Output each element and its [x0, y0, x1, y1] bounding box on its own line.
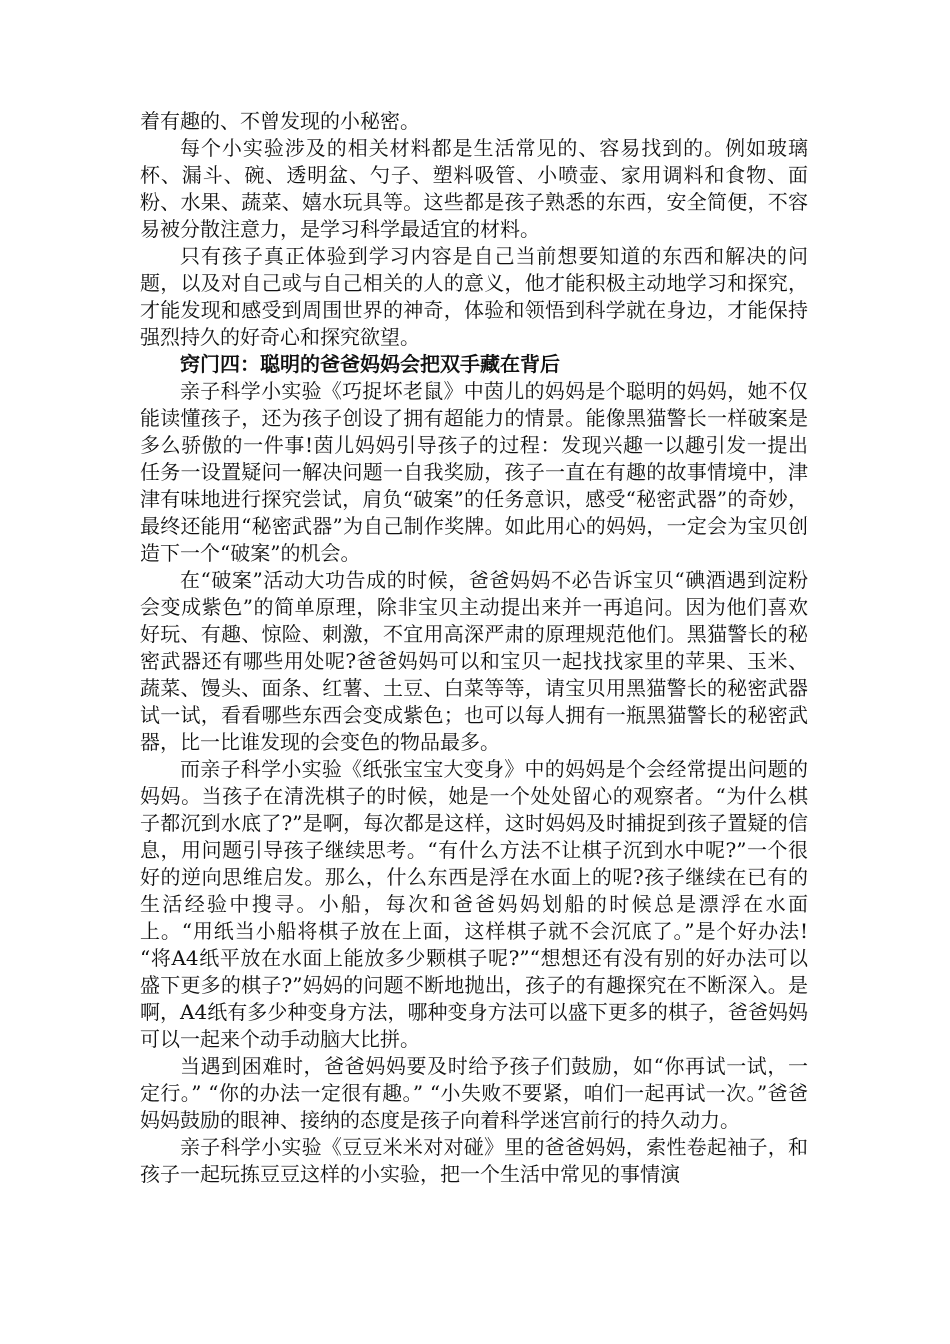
paragraph-materials: 每个小实验涉及的相关材料都是生活常见的、容易找到的。例如玻璃杯、漏斗、碗、透明盆、勺子、塑料吸管、小喷壶、家用调料和食物、面粉、水果、蔬菜、嬉水玩具等。这些都是孩子熟悉的东西，安全简便，不容易被分散注意力，是学习科学最适宜的材料。 [140, 136, 808, 241]
paragraph-catch-mouse: 亲子科学小实验《巧捉坏老鼠》中茵儿的妈妈是个聪明的妈妈，她不仅能读懂孩子，还为孩子创设了拥有超能力的情景。能像黑猫警长一样破案是多么骄傲的一件事!茵儿妈妈引导孩子的过程：发现兴趣一以趣引发一提出任务一设置疑问一解决问题一自我奖励，孩子一直在有趣的故事情境中，津津有味地进行探究尝试，肩负“破案”的任务意识，感受“秘密武器”的奇妙，最终还能用“秘密武器”为自己制作奖牌。如此用心的妈妈，一定会为宝贝创造下一个“破案”的机会。 [140, 379, 808, 565]
paragraph-encouragement: 当遇到困难时，爸爸妈妈要及时给予孩子们鼓励，如“你再试一试，一定行。” “你的办法一定很有趣。” “小失败不要紧，咱们一起再试一次。”爸爸妈妈鼓励的眼神、接纳的态度是孩子向着科学迷宫前行的持久动力。 [140, 1054, 808, 1132]
paragraph-continuation: 着有趣的、不曾发现的小秘密。 [140, 109, 420, 133]
document-page [140, 108, 808, 1188]
section-heading: 窍门四：聪明的爸爸妈妈会把双手藏在背后 [180, 352, 560, 376]
paragraph-experience: 只有孩子真正体验到学习内容是自己当前想要知道的东西和解决的问题，以及对自己或与自己相关的人的意义，他才能积极主动地学习和探究，才能发现和感受到周围世界的神奇，体验和领悟到科学就在身边，才能保持强烈持久的好奇心和探究欲望。 [140, 244, 808, 349]
paragraph-beans: 亲子科学小实验《豆豆米米对对碰》里的爸爸妈妈，索性卷起袖子，和孩子一起玩拣豆豆这样的小实验，把一个生活中常见的事情演 [140, 1135, 808, 1186]
paragraph-paper-transform: 而亲子科学小实验《纸张宝宝大变身》中的妈妈是个会经常提出问题的妈妈。当孩子在清洗棋子的时候，她是一个处处留心的观察者。“为什么棋子都沉到水底了?”是啊，每次都是这样，这时妈妈及时捕捉到孩子置疑的信息，用问题引导孩子继续思考。“有什么方法不让棋子沉到水中呢?”一个很好的逆向思维启发。那么，什么东西是浮在水面上的呢?孩子继续在已有的生活经验中搜寻。小船，每次和爸爸妈妈划船的时候总是漂浮在水面上。“用纸当小船将棋子放在上面，这样棋子就不会沉底了。”是个好办法! “将A4纸平放在水面上能放多少颗棋子呢?”“想想还有没有别的好办法可以盛下更多的棋子?”妈妈的问题不断地抛出，孩子的有趣探究在不断深入。是啊，A4纸有多少种变身方法，哪种变身方法可以盛下更多的棋子，爸爸妈妈可以一起来个动手动脑大比拼。 [140, 757, 808, 1051]
paragraph-case-closed: 在“破案”活动大功告成的时候，爸爸妈妈不必告诉宝贝“碘酒遇到淀粉会变成紫色”的简单原理，除非宝贝主动提出来并一再追问。因为他们喜欢好玩、有趣、惊险、刺激，不宜用高深严肃的原理规范他们。黑猫警长的秘密武器还有哪些用处呢?爸爸妈妈可以和宝贝一起找找家里的苹果、玉米、蔬菜、馒头、面条、红薯、土豆、白菜等等，请宝贝用黑猫警长的秘密武器试一试，看看哪些东西会变成紫色；也可以每人拥有一瓶黑猫警长的秘密武器，比一比谁发现的会变色的物品最多。 [140, 568, 808, 754]
